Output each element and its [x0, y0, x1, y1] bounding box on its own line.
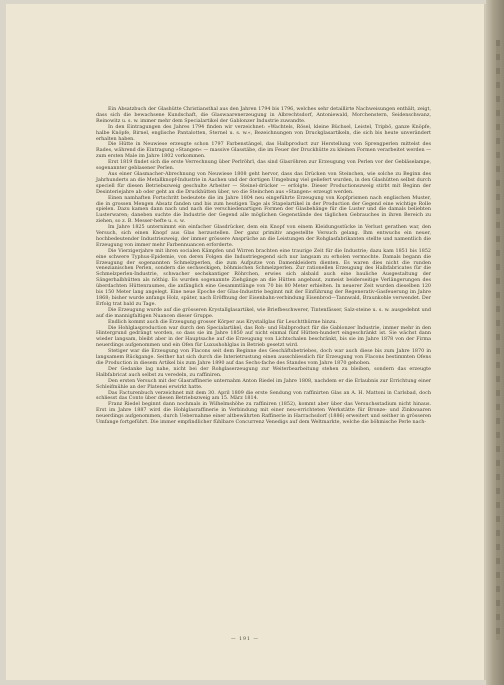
- body-text: [96, 107, 431, 426]
- paragraph: Einen namhaften Fortschritt bedeutete die im Jahre 1804 neu eingeführte Erzeugung von Kopfprismen nach englischen Muster, die in grossen Mengen Absatz fanden und bis zum heutigen Tage als Stapelartikel in der Production der Gegend eine wichtige Rolle spielen. Dazu kamen dann nach und nach die verschiedenartigen Formen der Glasbehänge für die Luster und die damals beliebten Lusterwaren; daneben suchte die Industrie der Gegend alle möglichen Gegenstände des täglichen Gebrauches in ihren Bereich zu ziehen, so z. B. Messer-hefte u. s. w.: [96, 194, 431, 225]
- paragraph: Der Gedanke lag nahe, nicht bei der Rohglaserzeugung zur Weiterbearbeitung stehen zu bleiben, sondern das erzeugte Halbfabricat auch selbst zu veredeln, zu raffiniren.: [96, 365, 431, 378]
- paragraph: Die Erzeugung wurde auf die grösseren Krystallglasartikel, wie Briefbeschwerer, Tintenfässer, Salz-steine u. s. w. ausgedehnt und auf die mannigfaltigen Nuancen dieser Gruppe.: [96, 306, 431, 319]
- paragraph: Endlich kommt auch die Erzeugung grosser Körper aus Krystallglas für Leuchtthürme hinzu.: [108, 318, 338, 325]
- paragraph: Den ersten Versuch mit der Glasraffinerie unternahm Anton Riedel im Jahre 1808, nachdem er die Erlaubnis zur Errichtung einer Schleifmühle an der Platenei erwirkt hatte.: [96, 377, 431, 390]
- paragraph: Ein Absatzbuch der Glashütte Christiansthal aus den Jahren 1794 bis 1796, welches sehr detaillirte Nachweisungen enthält, zeigt, dass sich die bewachsene Kundschaft, die Glaswaarenerzeugung in Albrechtsdorf, Antoniewald, Morchenstern, Seidenschwanz, Reinowitz u. s. w. immer mehr dem Specialartikel der Gablonzer Industrie zuwandte.: [96, 106, 431, 124]
- paragraph: Erst 1819 findet sich die erste Verrechnung über Perlröhrl, das sind Glasröhren zur Erzeugung von Perlen vor der Gebläselampe, sogenannter geblasener Perlen.: [96, 159, 431, 172]
- paragraph: Die Hütte in Neuwiese erzeugte schon 1797 Farbenstängel, das Halbproduct zur Herstellung von Sprengperlen mittelst des Rades, während die Eintragung »Stangen« — massive Glasstäbe, die im Feuer der Druckhütte zu kleinen Formen verarbeitet werden — zum ersten Male im Jahre 1802 vorkommen.: [96, 141, 431, 160]
- paragraph: Die Hohlglasproduction war durch den Specialartikel, das Roh- und Halbproduct für die Gablonzer Industrie, immer mehr in den Hintergrund gedrängt worden, so dass sie im Jahre 1850 auf nicht einmal fünf Hütten-hundert eingeschränkt ist. Sie wächst dann wieder langsam, bleibt aber in der Hauptsache auf die Erzeugung von Lichtschalen beschränkt, bis sie im Jahre 1878 von der Firma neuerdings aufgenommen und ein Ofen für Luxushohlglas in Betrieb gesetzt wird.: [96, 324, 431, 349]
- paragraph: Franz Riedel beginnt dann nochmals in Wilhelmshöhe zu raffiniren (1852), kommt aber über das Versuchsstadium nicht hinaus. Erst im Jahre 1887 wird die Hohlglasraffinerie in Verbindung mit einer neu-errichteten Werkstätte für Bronze- und Zinkwaaren neuerdings aufgenommen, durch Uebernahme einer altbewährten Raffinerie in Harrachsdorf (1886) erweitert und seither in grösseren Umfange fortgeführt. Die immer empfindlicher fühlbare Concurrenz Venedigs auf dem Weltmarkte, welche die böhmische Perle nach-: [96, 401, 431, 426]
- paragraph: In den Eintragungen des Jahres 1794 finden wir verzeichnet: »Wachtels, Rösel, kleine Büchsel, Leistel, Tripbö, ganze Knöpfe, halbe Knöpfe, Birnel, englische Pantalotten, Sternel u. s. w.«, Bezeichnungen von Druckglasartikeln, die sich bis heute unverändert erhalten haben.: [96, 123, 431, 142]
- paragraph: Aus einer Glasmacher-Abrechnung von Neuwiese 1808 geht hervor, dass das Drücken von Steinchen, wie solche zu Beginn des Jahrhunderts an die Metallknopf-Industrie in Aachen und der dortigen Umgebung viel geliefert wurden, in den Glashütten selbst durch speciell für diesen Betriebszweig geschulte Arbeiter — Steinel-drücker — erfolgte. Dieser Productionszweig stirbt mit Beginn der Desinteriejahre ab oder geht an die Druckhütten über, wo die Steinchen aus »Stangen« erzeugt werden.: [96, 170, 431, 195]
- paragraph: Stetiger war die Erzeugung von Flacons seit dem Beginne des Geschäftsbetriebes, doch war auch diese bis zum Jahre 1870 in langsamem Rückgange. Seither hat sich durch die Interietrustung einen ausschliesslich für Erzeugung von Flacons bestimmten Ofens die Production in diesem Artikel bis zum Jahre 1890 auf das Sechs-fache des Standes vom Jahre 1870 gehoben.: [96, 348, 431, 366]
- paragraph: Das Facturenbuch verzeichnet mit dem 30. April 1809 die erste Sendung von raffinirten Glas an A. H. Mattoni in Carlsbad, doch schliesst das Conto über diesen Betriebszweig am 15. März 1814.: [96, 389, 431, 402]
- page-number: — 191 —: [231, 637, 259, 642]
- book-spine: [486, 0, 504, 685]
- paragraph: Die Vierzigerjahre mit ihren socialen Kämpfen und Wirren brachten eine traurige Zeit für die Industrie; dazu kam 1851 bis 1852 eine schwere Typhus-Epidemie, von deren Folgen die Industriegegend sich nur langsam zu erholen vermochte. Damals begann die Erzeugung der sogenannten Schmelzperlen, die zum Aufputze von Damenkleidern dienten. Es waren dies nicht die runden venezianischen Perlen, sondern die sechseckigen, böhmischen Schmelzperlen. Zur rationellen Erzeugung des Halbfabricates für die Schmelzperlen-Industrie, schwacher sechskantiger Röhrchen, erwies sich alsbald auch eine bauliche Ausgestaltung der Sängerhalbhütten als nöthig. Es wurden sogenannte Ziehgänge an die Hütten angebaut, zumeist beiderseitige Verlängerungen des überdachten Hüttenraumes, die anfänglich eine Gesammtlänge von 70 bis 80 Meter erhielten. In neuerer Zeit wurden dieselben 120 bis 150 Meter lang angelegt. Eine neue Epoche der Glas-Industrie beginnt mit der Einführung der Regenerativ-Gasfeuerung im Jahre 1868; bisher wurde anfangs Holz, später, nach Eröffnung der Eisenbahn-verbindung Eisenbrod—Tannwald, Braunkohle verwendet. Der Erfolg trat bald zu Tage.: [96, 247, 431, 307]
- paragraph: Im Jahre 1825 unternimmt ein einfacher Glasdrücker, dem ein Knopf von einem Kleidungsstücke in Verlust gerathen war, den Versuch, sich einen Knopf aus Glas herzustellen. Der ganz primitiv angestellte Versuch gelang. Ihm entwuchs ein neuer, hochbedeutender Industriezweig, der immer grössere Ansprüche an die Leistungen der Rohglasfabrikanten stellte und namentlich die Erzeugung von immer mehr Farbennuancen erforderte.: [96, 224, 431, 248]
- book-page: [6, 4, 484, 680]
- binding-stitches: [496, 40, 500, 640]
